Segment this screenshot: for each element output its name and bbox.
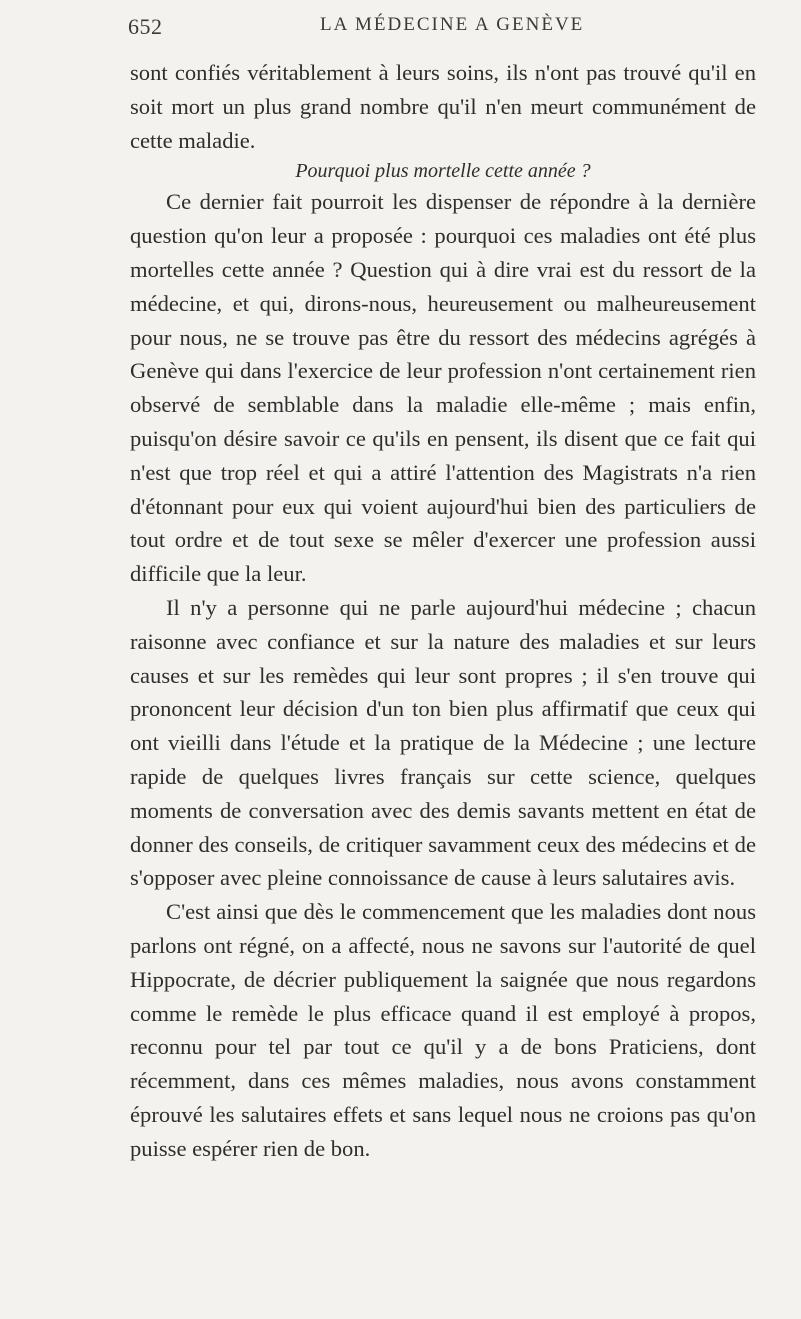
paragraph-2: Ce dernier fait pourroit les dispenser de répondre à la dernière question qu'on leur a proposée : pourquoi ces maladies ont été plus mortelles cette année ? Question qui à dire vrai est du ressort de la médecine, et qui, dirons-nous, heureusement ou malheureusement pour nous, ne se trouve pas être du ressort des médecins agrégés à Genève qui dans l'exercice de leur profession n'ont certainement rien observé de semblable dans la maladie elle-même ; mais enfin, puisqu'on désire savoir ce qu'ils en pensent, ils disent que ce fait qui n'est que trop réel et qui a attiré l'attention des Magistrats n'a rien d'étonnant pour eux qui voient aujourd'hui bien des particuliers de tout ordre et de tout sexe se mêler d'exercer une profession aussi difficile que la leur. xyxy=(130,189,756,587)
running-head xyxy=(128,14,741,44)
paragraph-1: sont confiés véritablement à leurs soins, ils n'ont pas trouvé qu'il en soit mort un plus grand nombre qu'il n'en meurt communément de cette maladie. xyxy=(130,60,756,153)
paragraph-4: C'est ainsi que dès le commencement que les maladies dont nous parlons ont régné, on a affecté, nous ne savons sur l'autorité de quel Hippocrate, de décrier publiquement la saignée que nous regardons comme le remède le plus efficace quand il est employé à propos, reconnu pour tel par tout ce qu'il y a de bons Praticiens, dont récemment, dans ces mêmes maladies, nous avons constamment éprouvé les salutaires effets et sans lequel nous ne croions pas qu'on puisse espérer rien de bon. xyxy=(130,899,756,1161)
paragraph-3: Il n'y a personne qui ne parle aujourd'hui médecine ; chacun raisonne avec confiance et sur la nature des maladies et sur leurs causes et sur les remèdes qui leur sont propres ; il s'en trouve qui prononcent leur décision d'un ton bien plus affirmatif que ceux qui ont vieilli dans l'étude et la pratique de la Médecine ; une lecture rapide de quelques livres français sur cette science, quelques moments de conversation avec des demis savants mettent en état de donner des conseils, de critiquer savamment ceux des médecins et de s'opposer avec pleine connoissance de cause à leurs salutaires avis. xyxy=(130,594,756,891)
body-text xyxy=(130,56,756,1166)
section-heading: Pourquoi plus mortelle cette année ? xyxy=(295,160,591,183)
running-title: LA MÉDECINE A GENÈVE xyxy=(320,14,585,35)
page-number: 652 xyxy=(128,14,163,39)
